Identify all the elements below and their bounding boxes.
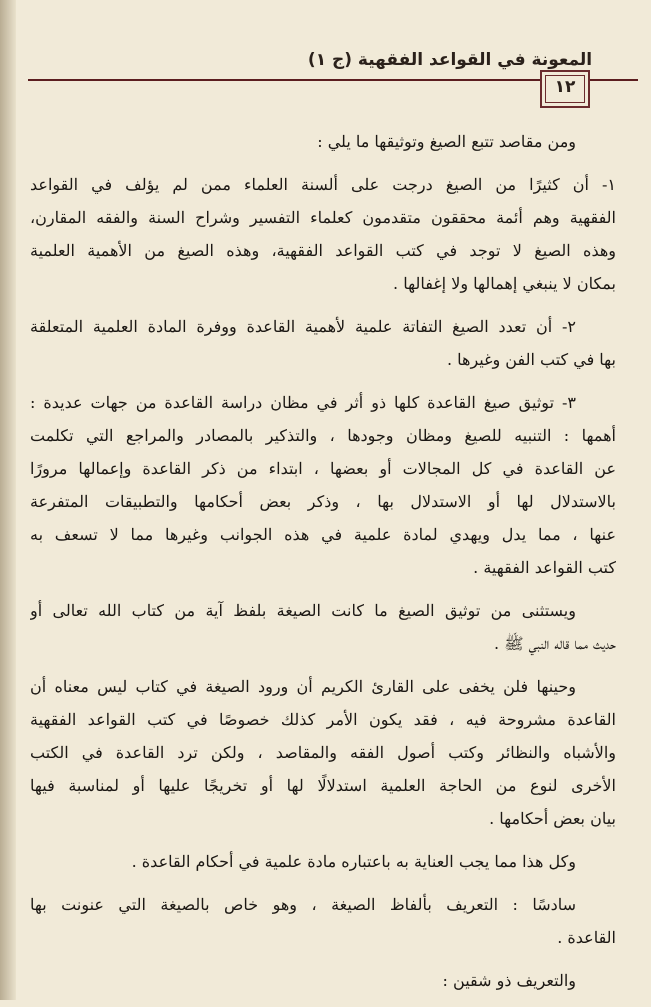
text-line: الأخرى لنوع من الحاجة العلمية استدلالًا لها أو تخريجًا عليها أو لمناسبة فيها bbox=[30, 776, 616, 795]
text-line: بمكان لا ينبغي إهمالها ولا إغفالها . bbox=[393, 274, 616, 293]
page-header bbox=[0, 0, 651, 110]
page-number-box bbox=[540, 70, 590, 108]
text-line: والتعريف ذو شقين : bbox=[442, 971, 576, 990]
text-line: أهمها : التنبيه للصيغ ومظان وجودها ، والتذكير بالمصادر والمراجع التي تكلمت bbox=[30, 426, 616, 445]
text-line: ومن مقاصد تتبع الصيغ وتوثيقها ما يلي : bbox=[317, 132, 576, 151]
paragraph bbox=[30, 310, 616, 376]
body-text bbox=[30, 125, 616, 1007]
text-line: ٢- أن تعدد الصيغ التفاتة علمية لأهمية القاعدة ووفرة المادة العلمية المتعلقة bbox=[30, 317, 576, 336]
text-line: عن القاعدة في كل المجالات أو بعضها ، ابتداء من ذكر القاعدة وإعمالها مرورًا bbox=[30, 459, 616, 478]
text-line: ويستثنى من توثيق الصيغ ما كانت الصيغة بلفظ آية من كتاب الله تعالى أو bbox=[30, 601, 576, 620]
text-line: حديث مما قاله النبي ﷺ . bbox=[494, 634, 616, 653]
text-line: الفقهية وهم أئمة محققون متقدمون كعلماء التفسير وشراح السنة والفقه المقارن، bbox=[30, 208, 616, 227]
text-line: والأشباه والنظائر وكتب أصول الفقه والمقاصد ، ولكن ترد القاعدة في الكتب bbox=[30, 743, 616, 762]
text-line: القاعدة مشروحة فيه ، فقد يكون الأمر كذلك خصوصًا في كتب القواعد الفقهية bbox=[30, 710, 616, 729]
text-line: عنها ، مما يدل ويهدي لمادة علمية في هذه الجوانب وغيرها مما لا تسعف به bbox=[30, 525, 616, 544]
text-line: سادسًا : التعريف بألفاظ الصيغة ، وهو خاص بالصيغة التي عنونت بها bbox=[30, 895, 576, 914]
paragraph bbox=[30, 964, 616, 997]
text-line: وهذه الصيغ لا توجد في كتب القواعد الفقهية، وهذه الصيغ من الأهمية العلمية bbox=[30, 241, 616, 260]
page-number: ١٢ bbox=[554, 77, 576, 97]
text-line: القاعدة . bbox=[557, 928, 616, 947]
paragraph bbox=[30, 386, 616, 584]
text-line: بها في كتب الفن وغيرها . bbox=[446, 350, 616, 369]
paragraph bbox=[30, 845, 616, 878]
text-line: كتب القواعد الفقهية . bbox=[473, 558, 616, 577]
running-title: المعونة في القواعد الفقهية (ج ١) bbox=[307, 50, 593, 70]
text-line: بالاستدلال لها أو الاستدلال بها ، وذكر بعض أحكامها والتطبيقات المتفرعة bbox=[30, 492, 616, 511]
text-line: ٣- توثيق صيغ القاعدة كلها ذو أثر في مظان دراسة القاعدة من جهات عديدة : bbox=[30, 393, 576, 412]
text-line: ١- أن كثيرًا من الصيغ درجت على ألسنة العلماء ممن لم يؤلف في القواعد bbox=[30, 175, 616, 194]
paragraph bbox=[30, 670, 616, 835]
paragraph bbox=[30, 168, 616, 300]
text-line: وكل هذا مما يجب العناية به باعتباره مادة علمية في أحكام القاعدة . bbox=[131, 852, 576, 871]
text-line: وحينها فلن يخفى على القارئ الكريم أن ورود الصيغة في كتاب ليس معناه أن bbox=[30, 677, 576, 696]
text-line: بيان بعض أحكامها . bbox=[489, 809, 616, 828]
page-edge-shadow bbox=[0, 0, 16, 1000]
paragraph bbox=[30, 125, 616, 158]
paragraph bbox=[30, 888, 616, 954]
paragraph bbox=[30, 594, 616, 660]
